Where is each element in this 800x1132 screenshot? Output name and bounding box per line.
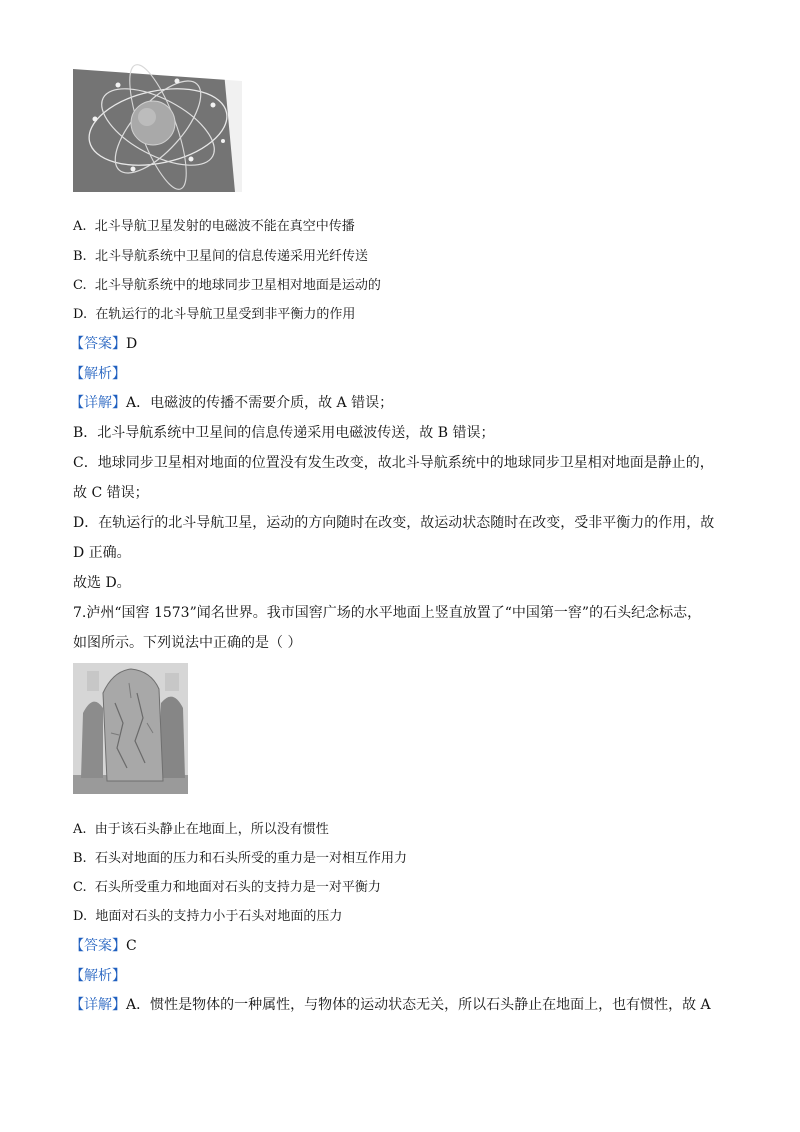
detail-text: A．电磁波的传播不需要介质，故 A 错误； (126, 395, 394, 411)
answer-tag: 【答案】 (70, 336, 126, 352)
q7-detail-line-1 (70, 995, 711, 1015)
option-text: 石头对地面的压力和石头所受的重力是一对相互作用力 (94, 851, 407, 866)
q6-detail-line-1 (70, 393, 393, 413)
answer-value: D (126, 336, 138, 352)
detail-tag: 【详解】 (70, 395, 126, 411)
detail-tag: 【详解】 (70, 997, 126, 1013)
q6-answer (70, 334, 137, 354)
option-text: 在轨运行的北斗导航卫星受到非平衡力的作用 (95, 307, 356, 322)
option-letter: B. (73, 249, 87, 264)
q7-option-d (73, 907, 342, 927)
option-text: 北斗导航卫星发射的电磁波不能在真空中传播 (94, 219, 355, 234)
q6-option-a (73, 217, 355, 237)
option-text: 石头所受重力和地面对石头的支持力是一对平衡力 (94, 880, 381, 895)
analysis-tag: 【解析】 (70, 366, 126, 382)
detail-text: A．惯性是物体的一种属性，与物体的运动状态无关，所以石头静止在地面上，也有惯性，故 A (126, 997, 711, 1013)
option-text: 北斗导航系统中卫星间的信息传递采用光纤传送 (94, 249, 368, 264)
satellite-orbit-figure (73, 61, 242, 192)
q6-detail-line-6: D 正确。 (73, 545, 131, 561)
q6-analysis (70, 364, 126, 384)
answer-tag: 【答案】 (70, 938, 126, 954)
q7-stem-line-2: 如图所示。下列说法中正确的是（ ） (73, 635, 302, 651)
option-letter: B. (73, 851, 87, 866)
option-text: 由于该石头静止在地面上，所以没有惯性 (94, 822, 329, 837)
q7-option-a (73, 820, 329, 840)
q7-answer (70, 936, 137, 956)
q6-detail-line-7: 故选 D。 (73, 575, 131, 591)
q6-detail-line-3: C．地球同步卫星相对地面的位置没有发生改变，故北斗导航系统中的地球同步卫星相对地面是静止的， (73, 455, 714, 471)
analysis-tag: 【解析】 (70, 968, 126, 984)
answer-value: C (126, 938, 137, 954)
option-letter: A. (73, 219, 87, 234)
q6-option-d (73, 305, 355, 325)
option-letter: C. (73, 278, 87, 293)
q6-detail-line-2: B．北斗导航系统中卫星间的信息传递采用电磁波传送，故 B 错误； (73, 425, 495, 441)
q7-option-b (73, 849, 407, 869)
q7-stem-line-1: 7.泸州“国窖 1573”闻名世界。我市国窖广场的水平地面上竖直放置了“中国第一窖”的石头纪念标志， (73, 605, 702, 621)
option-text: 地面对石头的支持力小于石头对地面的压力 (95, 909, 343, 924)
q7-option-c (73, 878, 381, 898)
option-letter: A. (73, 822, 87, 837)
option-letter: D. (73, 307, 88, 322)
stone-monument-figure (73, 663, 188, 794)
option-text: 北斗导航系统中的地球同步卫星相对地面是运动的 (94, 278, 381, 293)
q6-option-c (73, 276, 381, 296)
q6-detail-line-4: 故 C 错误； (73, 485, 149, 501)
q6-detail-line-5: D．在轨运行的北斗导航卫星，运动的方向随时在改变，故运动状态随时在改变，受非平衡力的作用，故 (73, 515, 715, 531)
option-letter: D. (73, 909, 88, 924)
option-letter: C. (73, 880, 87, 895)
q7-analysis (70, 966, 126, 986)
q6-option-b (73, 247, 368, 267)
